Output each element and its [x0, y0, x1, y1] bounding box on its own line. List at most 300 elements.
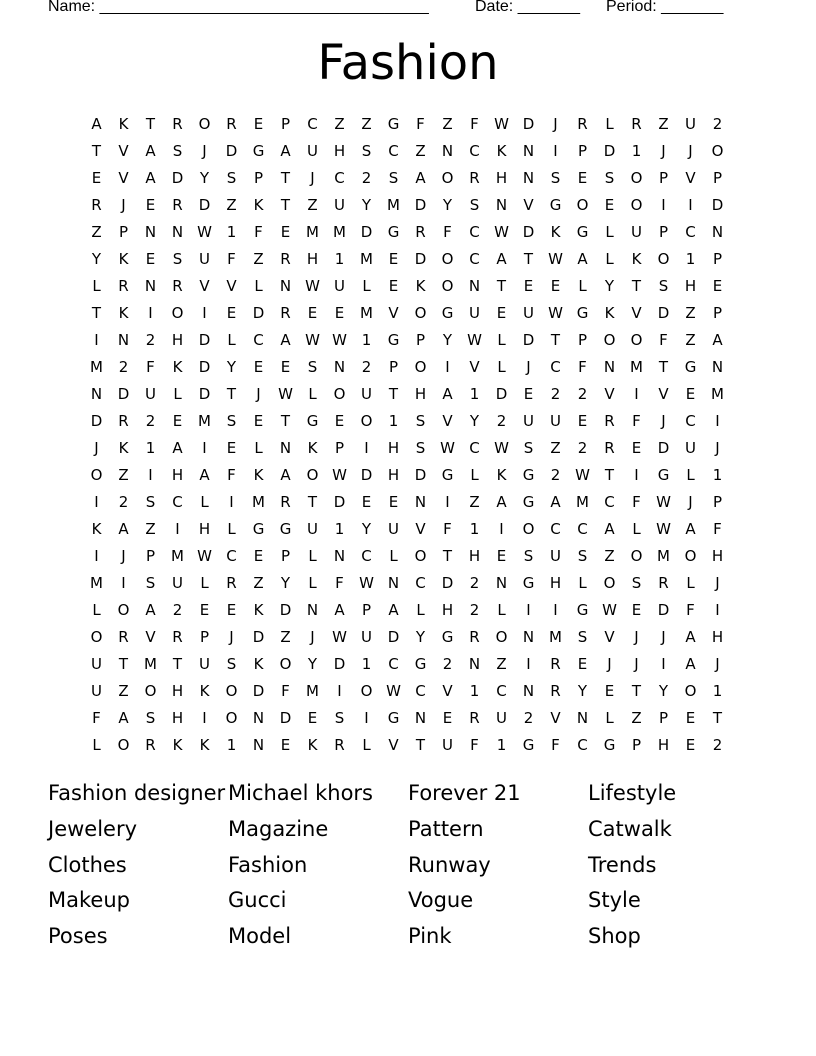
grid-letter: O	[684, 547, 697, 565]
grid-letter: Y	[577, 682, 588, 700]
grid-letter: P	[334, 439, 345, 457]
grid-letter: D	[522, 115, 535, 133]
grid-letter: Y	[442, 331, 453, 349]
grid-letter: E	[91, 169, 102, 187]
grid-letter: I	[229, 493, 234, 511]
grid-letter: S	[172, 250, 183, 268]
grid-letter: V	[226, 277, 237, 295]
grid-letter: Z	[496, 655, 507, 673]
grid-letter: Z	[118, 466, 129, 484]
page-title: Fashion	[317, 35, 499, 91]
grid-letter: A	[442, 385, 453, 403]
grid-letter: D	[360, 223, 373, 241]
grid-letter: I	[94, 493, 99, 511]
grid-letter: E	[442, 709, 453, 727]
grid-letter: T	[172, 655, 183, 673]
grid-letter: P	[361, 601, 372, 619]
grid-letter: A	[685, 520, 696, 538]
grid-letter: P	[658, 169, 669, 187]
grid-letter: T	[280, 412, 291, 430]
grid-letter: T	[550, 331, 561, 349]
grid-letter: T	[280, 169, 291, 187]
grid-letter: E	[307, 709, 318, 727]
grid-letter: C	[388, 142, 399, 160]
grid-letter: F	[632, 493, 641, 511]
grid-letter: V	[469, 358, 480, 376]
grid-letter: 1	[685, 250, 696, 268]
grid-letter: 1	[145, 439, 156, 457]
grid-letter: O	[576, 196, 589, 214]
grid-letter: D	[414, 250, 427, 268]
grid-letter: S	[523, 547, 534, 565]
grid-letter: C	[226, 547, 237, 565]
grid-letter: W	[548, 304, 563, 322]
grid-letter: W	[494, 439, 509, 457]
word-list-item: Model	[228, 924, 292, 949]
grid-letter: I	[526, 601, 531, 619]
grid-letter: W	[332, 331, 347, 349]
grid-letter: V	[631, 304, 642, 322]
grid-letter: N	[252, 709, 265, 727]
grid-letter: N	[279, 439, 292, 457]
grid-letter: I	[634, 385, 639, 403]
grid-letter: N	[306, 601, 319, 619]
grid-letter: J	[607, 655, 612, 673]
grid-row	[83, 465, 731, 492]
grid-letter: O	[360, 412, 373, 430]
grid-letter: E	[307, 304, 318, 322]
grid-letter: P	[388, 358, 399, 376]
grid-row	[83, 708, 731, 735]
grid-letter: Y	[442, 196, 453, 214]
grid-letter: F	[227, 250, 236, 268]
grid-letter: J	[715, 655, 720, 673]
grid-letter: V	[442, 682, 453, 700]
grid-letter: Z	[604, 547, 615, 565]
grid-letter: D	[657, 601, 670, 619]
grid-letter: I	[175, 520, 180, 538]
grid-letter: 2	[145, 331, 156, 349]
word-list-item: Forever 21	[408, 781, 521, 805]
grid-letter: Z	[253, 574, 264, 592]
grid-letter: 2	[523, 709, 534, 727]
grid-letter: C	[253, 331, 264, 349]
grid-letter: 1	[469, 520, 480, 538]
grid-letter: O	[144, 682, 157, 700]
grid-letter: R	[604, 439, 615, 457]
grid-row	[83, 384, 731, 411]
grid-letter: J	[715, 574, 720, 592]
grid-letter: U	[469, 304, 480, 322]
grid-letter: J	[553, 115, 558, 133]
grid-letter: F	[470, 736, 479, 754]
grid-letter: A	[388, 601, 399, 619]
grid-letter: T	[91, 304, 102, 322]
grid-letter: V	[388, 304, 399, 322]
grid-letter: I	[148, 466, 153, 484]
grid-letter: E	[523, 277, 534, 295]
grid-letter: W	[359, 574, 374, 592]
grid-letter: C	[334, 169, 345, 187]
grid-letter: J	[121, 547, 126, 565]
grid-letter: U	[307, 142, 318, 160]
grid-letter: O	[441, 250, 454, 268]
grid-row	[83, 114, 731, 141]
grid-letter: D	[522, 223, 535, 241]
grid-letter: P	[199, 628, 210, 646]
grid-letter: C	[307, 115, 318, 133]
grid-letter: L	[497, 358, 506, 376]
grid-letter: L	[308, 385, 317, 403]
grid-letter: H	[495, 169, 508, 187]
grid-letter: S	[388, 169, 399, 187]
grid-letter: O	[603, 331, 616, 349]
grid-letter: N	[252, 736, 265, 754]
grid-letter: W	[197, 547, 212, 565]
grid-letter: I	[364, 439, 369, 457]
grid-letter: 1	[334, 250, 345, 268]
grid-letter: E	[388, 250, 399, 268]
word-list-item: Catwalk	[588, 816, 672, 841]
grid-letter: D	[657, 439, 670, 457]
grid-letter: L	[362, 736, 371, 754]
grid-letter: 1	[469, 385, 480, 403]
grid-letter: U	[523, 304, 534, 322]
grid-letter: N	[522, 682, 535, 700]
grid-letter: O	[306, 466, 319, 484]
grid-letter: T	[604, 466, 615, 484]
grid-letter: V	[523, 196, 534, 214]
grid-letter: F	[92, 709, 101, 727]
grid-letter: N	[414, 709, 427, 727]
grid-letter: E	[577, 169, 588, 187]
grid-letter: A	[172, 439, 183, 457]
grid-letter: 2	[118, 358, 129, 376]
grid-letter: G	[306, 412, 319, 430]
grid-letter: G	[576, 601, 589, 619]
grid-letter: A	[685, 655, 696, 673]
grid-letter: Z	[631, 709, 642, 727]
grid-letter: A	[145, 142, 156, 160]
grid-letter: G	[522, 493, 535, 511]
grid-letter: Y	[199, 169, 210, 187]
word-list-item: Pink	[408, 924, 452, 949]
grid-letter: D	[198, 385, 211, 403]
grid-letter: 1	[361, 331, 372, 349]
grid-letter: D	[333, 493, 346, 511]
grid-letter: L	[686, 574, 695, 592]
grid-letter: C	[415, 682, 426, 700]
grid-letter: 2	[712, 115, 723, 133]
grid-letter: M	[198, 412, 211, 430]
grid-letter: U	[442, 736, 453, 754]
grid-letter: T	[712, 709, 723, 727]
grid-letter: M	[657, 547, 670, 565]
grid-letter: F	[686, 601, 695, 619]
grid-letter: Z	[226, 196, 237, 214]
grid-letter: O	[630, 169, 643, 187]
grid-letter: G	[414, 655, 427, 673]
grid-letter: V	[442, 412, 453, 430]
grid-letter: 2	[442, 655, 453, 673]
grid-letter: L	[686, 466, 695, 484]
grid-letter: A	[496, 250, 507, 268]
grid-letter: M	[387, 196, 400, 214]
word-list-item: Poses	[48, 924, 108, 949]
grid-letter: I	[661, 196, 666, 214]
grid-letter: N	[117, 331, 130, 349]
grid-letter: J	[634, 655, 639, 673]
grid-letter: L	[308, 574, 317, 592]
grid-letter: W	[602, 601, 617, 619]
grid-letter: L	[200, 493, 209, 511]
grid-letter: G	[576, 304, 589, 322]
grid-letter: P	[712, 493, 723, 511]
grid-letter: D	[360, 466, 373, 484]
grid-letter: O	[630, 331, 643, 349]
grid-letter: E	[280, 736, 291, 754]
grid-letter: P	[712, 169, 723, 187]
grid-letter: L	[92, 601, 101, 619]
grid-letter: N	[495, 196, 508, 214]
grid-letter: Z	[685, 331, 696, 349]
grid-letter: L	[605, 223, 614, 241]
grid-row	[83, 141, 731, 168]
grid-letter: C	[469, 223, 480, 241]
grid-letter: Z	[253, 250, 264, 268]
grid-letter: L	[173, 385, 182, 403]
grid-letter: O	[90, 466, 103, 484]
grid-letter: D	[603, 142, 616, 160]
grid-letter: S	[415, 412, 426, 430]
grid-letter: P	[415, 331, 426, 349]
grid-letter: D	[171, 169, 184, 187]
grid-row	[83, 276, 731, 303]
grid-letter: W	[494, 115, 509, 133]
grid-letter: U	[523, 412, 534, 430]
grid-letter: N	[522, 628, 535, 646]
grid-row	[83, 357, 731, 384]
grid-letter: A	[604, 520, 615, 538]
grid-letter: M	[306, 223, 319, 241]
grid-letter: J	[121, 196, 126, 214]
grid-row	[83, 222, 731, 249]
grid-letter: W	[332, 628, 347, 646]
grid-letter: R	[172, 277, 183, 295]
grid-row	[83, 654, 731, 681]
grid-letter: O	[414, 547, 427, 565]
period-field-label: Period: _______	[606, 0, 724, 15]
grid-letter: A	[145, 169, 156, 187]
grid-letter: R	[118, 412, 129, 430]
grid-letter: O	[333, 385, 346, 403]
grid-letter: I	[688, 196, 693, 214]
grid-letter: L	[497, 331, 506, 349]
grid-letter: K	[496, 466, 507, 484]
grid-letter: C	[172, 493, 183, 511]
grid-letter: L	[605, 115, 614, 133]
grid-row	[83, 411, 731, 438]
grid-letter: O	[441, 169, 454, 187]
grid-letter: D	[414, 196, 427, 214]
grid-letter: O	[225, 709, 238, 727]
grid-letter: U	[334, 196, 345, 214]
grid-letter: S	[145, 574, 156, 592]
grid-letter: U	[91, 655, 102, 673]
grid-letter: E	[361, 493, 372, 511]
grid-letter: K	[307, 736, 318, 754]
grid-letter: W	[656, 520, 671, 538]
grid-letter: E	[145, 196, 156, 214]
grid-letter: W	[197, 223, 212, 241]
grid-letter: M	[576, 493, 589, 511]
grid-letter: N	[171, 223, 184, 241]
grid-letter: S	[631, 574, 642, 592]
grid-letter: W	[575, 466, 590, 484]
grid-letter: Z	[361, 115, 372, 133]
grid-letter: D	[225, 142, 238, 160]
grid-letter: M	[144, 655, 157, 673]
grid-letter: L	[578, 574, 587, 592]
grid-letter: E	[577, 412, 588, 430]
grid-letter: O	[414, 304, 427, 322]
grid-letter: 2	[577, 385, 588, 403]
grid-letter: E	[253, 115, 264, 133]
grid-letter: N	[468, 655, 481, 673]
grid-letter: I	[121, 574, 126, 592]
grid-letter: R	[118, 628, 129, 646]
grid-letter: Z	[334, 115, 345, 133]
grid-letter: V	[145, 628, 156, 646]
grid-letter: R	[226, 115, 237, 133]
date-field-label: Date: _______	[475, 0, 580, 15]
grid-letter: Y	[307, 655, 318, 673]
grid-letter: I	[445, 493, 450, 511]
grid-letter: Y	[226, 358, 237, 376]
grid-letter: H	[171, 682, 184, 700]
grid-letter: V	[604, 628, 615, 646]
grid-letter: T	[145, 115, 156, 133]
grid-row	[83, 249, 731, 276]
grid-letter: C	[685, 412, 696, 430]
grid-letter: I	[202, 709, 207, 727]
grid-letter: P	[577, 142, 588, 160]
grid-letter: O	[117, 736, 130, 754]
grid-letter: I	[94, 547, 99, 565]
grid-letter: Z	[280, 628, 291, 646]
grid-letter: E	[280, 358, 291, 376]
grid-letter: J	[661, 142, 666, 160]
word-list-item: Vogue	[408, 888, 474, 913]
grid-letter: D	[279, 601, 292, 619]
grid-letter: K	[199, 682, 210, 700]
grid-letter: G	[684, 358, 697, 376]
grid-letter: D	[414, 466, 427, 484]
grid-letter: A	[496, 493, 507, 511]
grid-letter: O	[225, 682, 238, 700]
grid-letter: W	[494, 223, 509, 241]
grid-row	[83, 195, 731, 222]
grid-letter: L	[254, 277, 263, 295]
grid-letter: R	[631, 115, 642, 133]
grid-letter: I	[661, 655, 666, 673]
grid-letter: T	[91, 142, 102, 160]
grid-letter: A	[199, 466, 210, 484]
grid-letter: R	[172, 628, 183, 646]
grid-letter: L	[254, 439, 263, 457]
grid-letter: C	[550, 520, 561, 538]
grid-letter: L	[416, 601, 425, 619]
grid-letter: C	[361, 547, 372, 565]
grid-letter: K	[550, 223, 561, 241]
grid-letter: T	[307, 493, 318, 511]
grid-letter: T	[388, 385, 399, 403]
grid-letter: D	[198, 331, 211, 349]
grid-letter: P	[712, 250, 723, 268]
grid-letter: A	[280, 466, 291, 484]
grid-letter: K	[253, 466, 264, 484]
grid-letter: I	[94, 331, 99, 349]
grid-letter: Y	[604, 277, 615, 295]
grid-letter: 1	[226, 223, 237, 241]
grid-letter: M	[360, 250, 373, 268]
grid-letter: I	[526, 655, 531, 673]
grid-letter: 2	[361, 169, 372, 187]
grid-letter: D	[495, 385, 508, 403]
grid-letter: K	[631, 250, 642, 268]
grid-letter: E	[226, 304, 237, 322]
grid-letter: N	[522, 142, 535, 160]
grid-letter: G	[576, 223, 589, 241]
grid-letter: R	[280, 493, 291, 511]
word-list-item: Makeup	[48, 888, 130, 913]
grid-letter: 2	[361, 358, 372, 376]
grid-letter: S	[172, 142, 183, 160]
grid-letter: Z	[469, 493, 480, 511]
grid-letter: D	[252, 304, 265, 322]
grid-letter: N	[468, 277, 481, 295]
grid-letter: Y	[280, 574, 291, 592]
grid-letter: H	[171, 709, 184, 727]
grid-letter: L	[200, 574, 209, 592]
grid-letter: S	[415, 439, 426, 457]
grid-letter: E	[226, 439, 237, 457]
grid-letter: E	[604, 682, 615, 700]
grid-letter: N	[711, 358, 724, 376]
grid-letter: E	[145, 250, 156, 268]
grid-letter: A	[577, 250, 588, 268]
grid-letter: H	[387, 466, 400, 484]
grid-letter: J	[229, 628, 234, 646]
grid-letter: M	[252, 493, 265, 511]
grid-letter: H	[657, 736, 670, 754]
grid-letter: S	[577, 547, 588, 565]
grid-letter: E	[388, 493, 399, 511]
grid-letter: 2	[145, 412, 156, 430]
grid-letter: O	[90, 628, 103, 646]
grid-letter: O	[603, 574, 616, 592]
grid-letter: O	[711, 142, 724, 160]
grid-letter: E	[388, 277, 399, 295]
grid-letter: I	[553, 601, 558, 619]
grid-letter: F	[254, 223, 263, 241]
grid-letter: K	[415, 277, 426, 295]
grid-letter: 1	[388, 412, 399, 430]
grid-letter: U	[550, 412, 561, 430]
grid-letter: A	[334, 601, 345, 619]
grid-letter: H	[333, 142, 346, 160]
grid-letter: L	[227, 331, 236, 349]
